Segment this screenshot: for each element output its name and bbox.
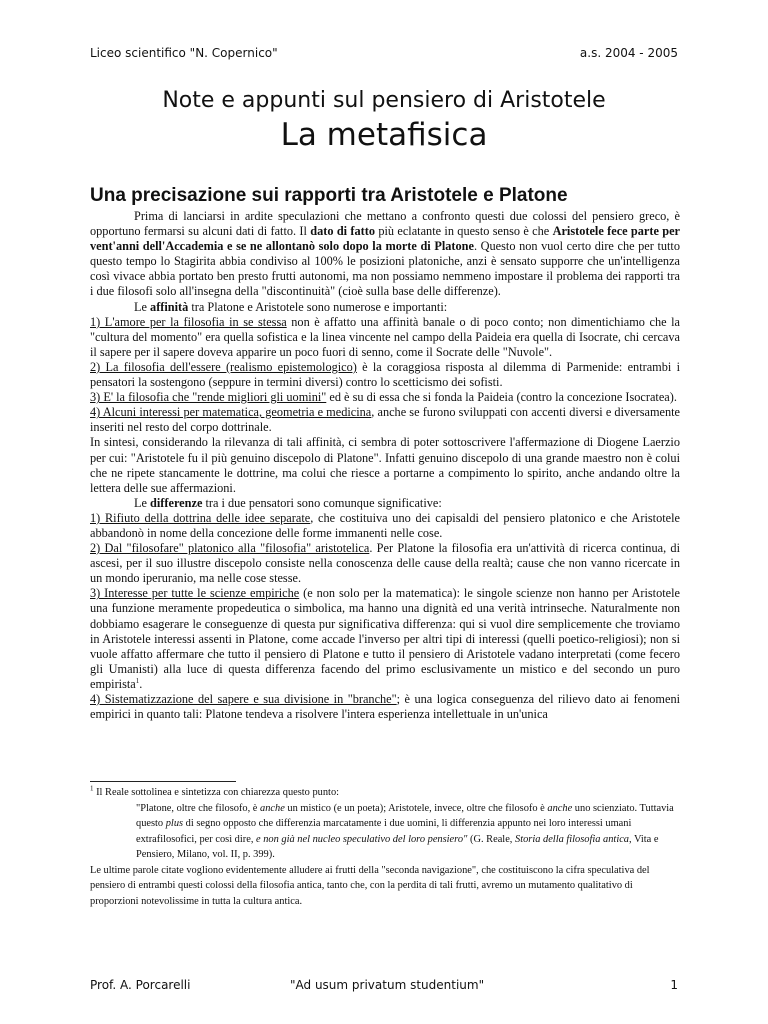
text-run: (G. Reale, [467,833,515,845]
section-heading: Una precisazione sui rapporti tra Aristotele e Platone [90,185,568,206]
item-text: . Per Platone la filosofia era un'attività di ricerca continua, di ascesi, per il suo illustre discepolo consiste nella conoscenza delle cause della realtà; cause che non vanno ricercate in un mondo iperuranio, ma nelle cose stesse. [90,541,680,586]
item-heading: 1) L'amore per la filosofia in se stessa [90,314,287,329]
page-header [90,46,678,62]
affinity-item [90,405,680,435]
affinity-item [90,360,680,390]
footnote-comment: Le ultime parole citate vogliono evidentemente alludere ai frutti della "seconda navigazione", che costituiscono la cifra speculativa del pensiero di entrambi questi colossi della filosofia antica, tanto che, con la perdita di tali frutti, avremo un mutamento qualitativo di proporzioni notevolissime in tutta la cultura antica. [90,864,650,907]
text-run: . [139,676,143,691]
italic-run: Storia della filosofia antica [515,833,630,845]
text-run: tra Platone e Aristotele sono numerose e importanti: [188,299,448,314]
affinity-item [90,315,680,360]
text-run: un mistico (e un poeta); Aristotele, invece, oltre che filosofo è [284,802,548,814]
text-run: . Questo non vuol certo dire che per tutto questo tempo lo Stagirita abbia condiviso al 100% le posizioni platoniche, anzi è sensato supporre che un'intelligenza così vivace abbia portato ben presto frutti autonomi, ma non possiamo nemmeno impostare il problema dei rapporti tra i due filosofi solo all'insegna della "discontinuità" (cioè sulla base delle differenze). [90,239,681,299]
difference-item [90,692,680,722]
footnote-number: 1 [90,784,94,793]
document-subtitle: La metafisica [280,117,488,153]
text-run: Il Reale sottolinea e sintetizza con chiarezza questo punto: [93,787,340,798]
item-heading: 2) Dal "filosofare" platonico alla "filosofia" aristotelica [90,541,370,556]
item-heading: 4) Sistematizzazione del sapere e sua divisione in "branche" [90,692,397,706]
footer-motto: "Ad usum privatum studentium" [290,978,485,992]
paragraph-summary: In sintesi, considerando la rilevanza di tali affinità, ci sembra di poter sottoscrivere l'affermazione di Diogene Laerzio per cui: "Aristotele fu il più genuino discepolo di Platone". Infatti genuino discepolo di una grande maestro non è colui che ne ripete stancamente le dottrine, ma colui che riesce a portarne a compimento lo spirito, anche andando oltre la lettera delle sue affermazioni. [90,435,680,495]
bold-run: Aristotele fece parte per vent'anni dell'Accademia e se ne allontanò solo dopo la morte di Platone [90,224,681,254]
footnote [90,785,680,909]
italic-run: plus [165,818,184,829]
item-heading: 3) E' la filosofia che "rende migliori gli uomini" [90,390,327,405]
text-run: tra i due pensatori sono comunque significative: [202,495,442,510]
footnote-intro [90,785,680,801]
item-heading: 1) Rifiuto della dottrina delle idee separate [90,510,311,525]
difference-item [90,541,680,586]
text-run: , Vita e Pensiero, Milano, vol. II, p. 399). [136,833,659,860]
text-run: uno scienziato. Tuttavia questo [136,802,674,829]
item-text: ; è una logica conseguenza del rilievo dato ai fenomeni empirici in quanto tali: Platone tendeva a risolvere l'intera esperienza intellettuale in un'unica [90,692,681,722]
item-text: ed è su di essa che si fonda la Paideia (contro la concezione Isocratea). [326,390,677,405]
item-heading: 4) Alcuni interessi per matematica, geometria e medicina [90,405,372,420]
italic-run: anche [260,802,285,814]
footer-author: Prof. A. Porcarelli [90,978,191,992]
text-run: Le [134,495,151,510]
item-heading: 3) Interesse per tutte le scienze empiriche [90,586,300,601]
paragraph-affinities-intro [90,300,680,315]
affinity-item [90,390,680,405]
difference-item [90,586,680,692]
footnote-separator [90,781,236,782]
italic-run: e non già nel nucleo speculativo del loro pensiero" [256,833,468,845]
item-text: non è affatto una affinità banale o di poco conto; non dimentichiamo che la "cultura del momento" era quella sofistica e la linea vincente nel campo della Paideia era quella di Isocrate, chi cercava il sapere per il sapere doveva apparire un poco fuori di senno, come il Socrate delle "Nuvole". [90,314,680,359]
document-title: Note e appunti sul pensiero di Aristotele [162,88,606,113]
text-run: più eclatante in questo senso è che [375,224,553,239]
header-school: Liceo scientifico "N. Copernico" [90,46,278,60]
bold-run: dato di fatto [310,224,376,239]
footnote-ref[interactable]: 1 [135,676,140,685]
header-year: a.s. 2004 - 2005 [579,46,678,60]
item-text: , che costituiva uno dei capisaldi del pensiero platonico e che Aristotele abbandonò in nome della concezione delle forme immanenti nelle cose. [90,510,680,540]
bold-run: differenze [150,495,203,510]
item-text: , anche se furono sviluppati con accenti diversi e diversamente inseriti nel resto del corpo dottrinale. [90,405,680,435]
text-run: di segno opposto che differenzia marcatamente i due uomini, li differenzia appunto nei loro interessi umani extrafilosofici, per così dire, [136,818,632,845]
bold-run: affinità [150,299,189,314]
page-number: 1 [670,978,678,992]
item-heading: 2) La filosofia dell'essere (realismo epistemologico) [90,359,357,374]
text-run: Prima di lanciarsi in ardite speculazioni che mettano a confronto questi due colossi del pensiero greco, è opportuno fermarsi su alcuni dati di fatto. Il [90,209,680,239]
text-run: Le [134,299,151,314]
page-footer [90,978,678,994]
main-text [90,209,680,722]
item-text: è la coraggiosa risposta al dilemma di Parmenide: entrambi i pensatori la sostengono (seppure in termini diversi) contro lo scetticismo dei sofisti. [90,359,680,390]
difference-item [90,511,680,541]
item-text: (e non solo per la matematica): le singole scienze non hanno per Aristotele una funzione meramente propedeutica o simbolica, ma hanno una dignità ed una verità intrinseche. Naturalmente non dobbiamo esagerare le conseguenze di questa pur significativa differenza: qui si vuol dire semplicemente che troviamo in Aristotele interessi assenti in Platone, come accade l'inverso per altri tipi di interessi (quelli poetico-religiosi); non si vuole affatto affermare che tutto il pensiero di Platone e tutto il pensiero di Aristotele vadano interpretati (come fecero gli Umanisti) alla luce di questa differenza facendo del primo esclusivamente un mistico e del secondo un puro empirista [90,586,680,691]
footnote-quote [90,801,680,863]
text-run: "Platone, oltre che filosofo, è [136,802,260,814]
paragraph-differences-intro [90,496,680,511]
italic-run: anche [547,802,573,814]
paragraph-intro [90,209,680,300]
